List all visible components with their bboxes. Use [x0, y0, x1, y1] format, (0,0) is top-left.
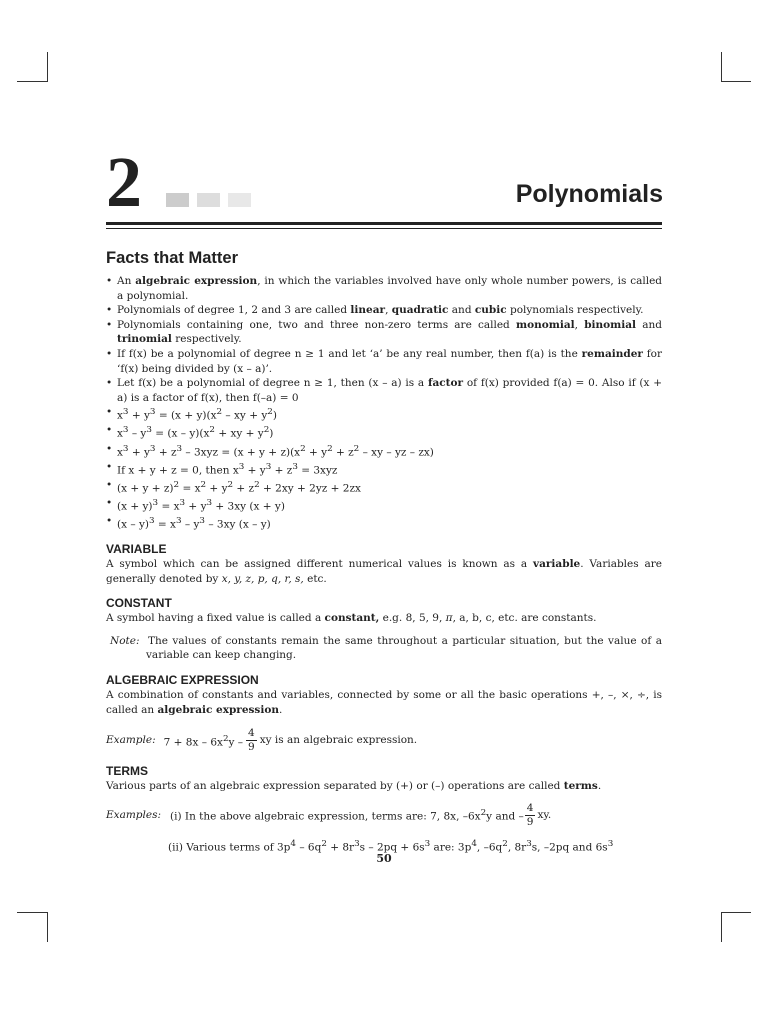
terms-example-1: [106, 802, 662, 829]
decor-square-2: [197, 193, 220, 207]
fact-item: • Polynomials of degree 1, 2 and 3 are called linear, quadratic and cubic polynomials respectively.: [106, 303, 662, 318]
crop-mark-bottom-left-v: [47, 912, 48, 942]
fraction-numerator: 4: [526, 801, 534, 814]
page-number: 50: [376, 852, 392, 865]
terms-heading: TERMS: [106, 764, 148, 779]
variable-text: A symbol which can be assigned different numerical values is known as a variable. Variables are generally denoted by x, y, z, p, q, r, s, etc.: [106, 558, 662, 585]
fact-item: • $(x - y)^3 = x^3 - y^3 - 3xy$ (x – y): [106, 514, 662, 532]
fraction-denominator: 9: [248, 741, 255, 754]
constant-text: A symbol having a fixed value is called a constant, e.g. 8, 5, 9, π, a, b, c, etc. are constants.: [106, 612, 597, 625]
fraction-numerator: 4: [248, 727, 255, 740]
terms-example-2: (ii) Various terms of $3p^4 - 6q^2 + 8r^3s - 2pq + 6s^3$ are: $3p^4$, $-6q^2$, $8r^3s$, –2pq and $6s^3$: [168, 838, 614, 854]
crop-mark-bottom-right-h: [721, 912, 751, 913]
ex1-post: xy.: [537, 808, 552, 821]
note-text: The values of constants remain the same throughout a particular situation, but the value of a variable can keep changing.: [146, 634, 662, 662]
algebraic-heading: ALGEBRAIC EXPRESSION: [106, 672, 259, 687]
chapter-title: Polynomials: [515, 180, 663, 208]
algebraic-text: A combination of constants and variables, connected by some or all the basic operations +, –, ×, ÷, is called an algebraic expression.: [106, 688, 662, 716]
constant-note: [106, 634, 662, 663]
fact-item: • $(x + y + z)^2 = x^2 + y^2 + z^2 + 2xy + 2yz + 2zx$: [106, 478, 662, 496]
constant-heading: CONSTANT: [106, 596, 172, 611]
decor-square-3: [228, 193, 251, 207]
facts-list: [106, 274, 662, 532]
crop-mark-top-left-h: [17, 81, 47, 82]
crop-mark-top-right-v: [721, 52, 722, 82]
example-pre: $7 + 8x - 6x^2y$ –: [163, 733, 244, 749]
fact-item: • An algebraic expression, in which the variables involved have only whole number powers, is called a polynomial.: [106, 274, 662, 303]
fact-item: • $x^3 + y^3 + z^3 - 3xyz = (x + y + z)(x^2 + y^2 + z^2$ – xy – yz – zx): [106, 442, 662, 460]
ex1-fraction: [525, 802, 536, 829]
examples-label: Examples:: [106, 808, 162, 821]
header-rule-thin: [106, 228, 662, 229]
crop-mark-top-right-h: [721, 81, 751, 82]
algebraic-example: [106, 727, 662, 754]
facts-heading: Facts that Matter: [106, 249, 239, 267]
crop-mark-bottom-right-v: [721, 912, 722, 942]
ex1-pre: (i) In the above algebraic expression, terms are: 7, 8x, $-6x^2y$ and –: [170, 808, 524, 823]
example-fraction: [246, 727, 257, 754]
crop-mark-top-left-v: [47, 52, 48, 82]
fact-item: • $x^3 - y^3 = (x - y)(x^2$ + xy + $y^2$): [106, 423, 662, 441]
example-label: Example:: [106, 734, 156, 747]
page-content: [106, 247, 662, 855]
fact-item: • If x + y + z = 0, then $x^3 + y^3 + z^3 = 3xyz$: [106, 460, 662, 478]
fact-item: • If f(x) be a polynomial of degree n ≥ 1 and let ‘a’ be any real number, then f(a) is the remainder for ‘f(x) being divided by (x – a)’.: [106, 347, 662, 376]
fact-item: • $x^3 + y^3 = (x + y)(x^2$ – xy + $y^2$): [106, 405, 662, 423]
example-post: xy is an algebraic expression.: [259, 734, 418, 747]
crop-mark-bottom-left-h: [17, 912, 47, 913]
chapter-number: 2: [106, 142, 142, 222]
terms-text: Various parts of an algebraic expression separated by (+) or (–) operations are called terms.: [106, 780, 602, 793]
fact-item: • Let f(x) be a polynomial of degree n ≥ 1, then (x – a) is a factor of f(x) provided f(a) = 0. Also if (x + a) is a factor of f(x), then f(–a) = 0: [106, 376, 662, 405]
fact-item: • $(x + y)^3 = x^3 + y^3 + 3xy$ (x + y): [106, 496, 662, 514]
decor-square-1: [166, 193, 189, 207]
fraction-denominator: 9: [526, 815, 534, 828]
variable-heading: VARIABLE: [106, 542, 167, 556]
header-rule-thick: [106, 222, 662, 225]
fact-item: • Polynomials containing one, two and three non-zero terms are called monomial, binomial and trinomial respectively.: [106, 318, 662, 347]
note-label: Note:: [110, 634, 140, 647]
